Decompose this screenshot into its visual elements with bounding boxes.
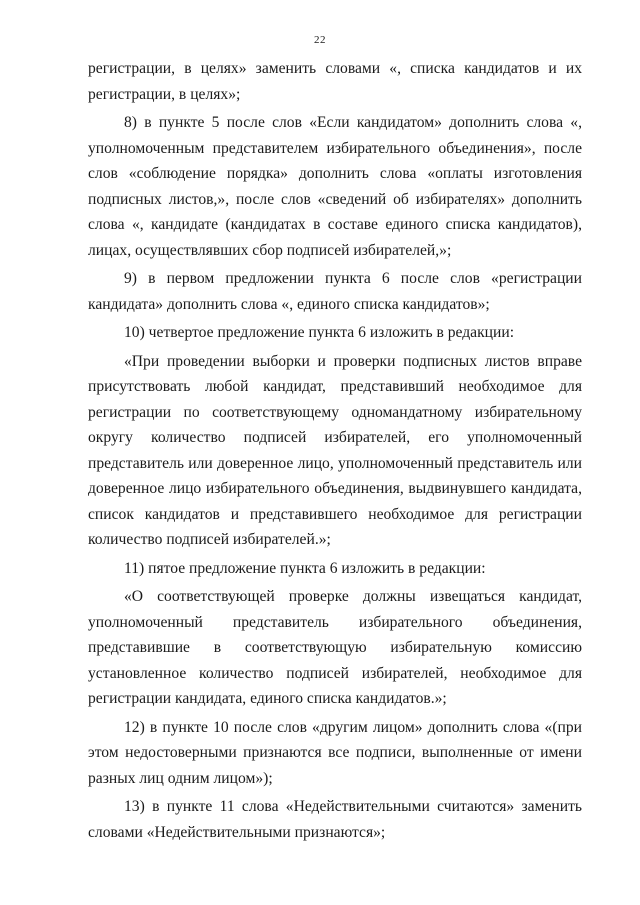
paragraph-item-12: 12) в пункте 10 после слов «другим лицом» дополнить слова «(при этом недостоверными признаются все подписи, выполненные от имени разных лиц одним лицом»); xyxy=(88,718,582,787)
paragraph-item-11: 11) пятое предложение пункта 6 изложить в редакции: xyxy=(124,559,486,577)
paragraph-quote-11: «О соответствующей проверке должны извещаться кандидат, уполномоченный представитель избирательного объединения, представившие в соответствующую избирательную комиссию установленное количество подписей избирателей, необходимое для регистрации кандидата, единого списка кандидатов.»; xyxy=(88,588,582,707)
page-number: 22 xyxy=(314,34,326,46)
paragraph-item-8: 8) в пункте 5 после слов «Если кандидатом» дополнить слова «, уполномоченным представителем избирательного объединения», после слов «соблюдение порядка» дополнить слова «оплаты изготовления подписных листов,», после слов «сведений об избирателях» дополнить слова «, кандидате (кандидатах в составе единого списка кандидатов), лицах, осуществлявших сбор подписей избирателей,»; xyxy=(88,114,582,259)
paragraph-quote-10: «При проведении выборки и проверки подписных листов вправе присутствовать любой кандидат, представивший необходимое для регистрации по соответствующему одномандатному избирательному округу количество подписей избирателей, его уполномоченный представитель или доверенное лицо, уполномоченный представитель или доверенное лицо избирательного объединения, выдвинувшего кандидата, список кандидатов и представившего необходимое для регистрации количество подписей избирателей.»; xyxy=(88,352,582,548)
paragraph-continuation: регистрации, в целях» заменить словами «, списка кандидатов и их регистрации, в целях»; xyxy=(88,60,582,103)
document-body xyxy=(88,56,582,848)
paragraph-item-13: 13) в пункте 11 слова «Недействительными считаются» заменить словами «Недействительными признаются»; xyxy=(88,798,582,841)
paragraph-item-10: 10) четвертое предложение пункта 6 изложить в редакции: xyxy=(124,324,515,341)
paragraph-item-9: 9) в первом предложении пункта 6 после слов «регистрации кандидата» дополнить слова «, единого списка кандидатов»; xyxy=(88,270,582,313)
